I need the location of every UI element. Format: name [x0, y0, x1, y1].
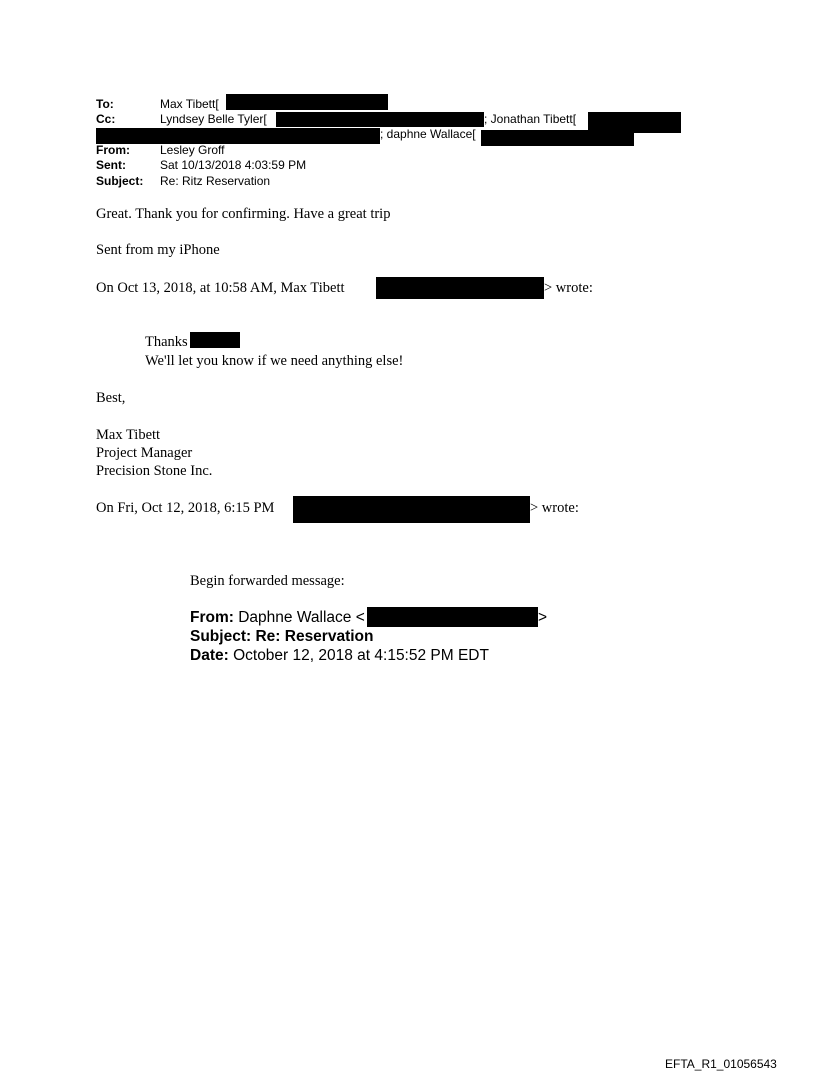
forwarded-begin: Begin forwarded message: [190, 573, 345, 589]
redaction-forwarded-from [367, 607, 538, 627]
forwarded-from-label: From: [190, 609, 234, 626]
quote-1-prefix: On Oct 13, 2018, at 10:58 AM, Max Tibett [96, 280, 345, 296]
signature-title: Project Manager [96, 445, 193, 461]
sent-label: Sent: [96, 158, 126, 172]
quote-2-suffix: > wrote: [530, 500, 579, 516]
to-value: Max Tibett[ [160, 97, 219, 111]
forwarded-from-value: Daphne Wallace < [238, 609, 365, 626]
redaction-quote-2 [293, 496, 530, 523]
redaction-thanks [190, 332, 240, 348]
from-label: From: [96, 143, 130, 157]
to-label: To: [96, 97, 114, 111]
redaction-cc-1 [276, 112, 484, 127]
redaction-cc-3 [96, 128, 380, 144]
letknow-text: We'll let you know if we need anything else! [145, 353, 404, 369]
cc-value-2: ; Jonathan Tibett[ [484, 112, 577, 126]
forwarded-subject [190, 627, 373, 646]
quote-1-suffix: > wrote: [544, 280, 593, 296]
quote-2-prefix: On Fri, Oct 12, 2018, 6:15 PM [96, 500, 275, 516]
body-line-2: Sent from my iPhone [96, 242, 220, 258]
cc-value: Lyndsey Belle Tyler[ [160, 112, 267, 126]
forwarded-from [190, 608, 365, 627]
signature-company: Precision Stone Inc. [96, 463, 213, 479]
forwarded-date [190, 646, 489, 665]
cc-label: Cc: [96, 112, 116, 126]
forwarded-date-value: October 12, 2018 at 4:15:52 PM EDT [233, 647, 489, 664]
sent-value: Sat 10/13/2018 4:03:59 PM [160, 158, 307, 172]
subject-value: Re: Ritz Reservation [160, 174, 271, 188]
from-value: Lesley Groff [160, 143, 225, 157]
forwarded-subject-label: Subject: [190, 628, 252, 645]
signature-name: Max Tibett [96, 427, 161, 443]
forwarded-date-label: Date: [190, 647, 229, 664]
redaction-quote-1 [376, 277, 544, 299]
cc-value-3: ; daphne Wallace[ [380, 127, 476, 141]
body-line-1: Great. Thank you for confirming. Have a great trip [96, 206, 391, 222]
redaction-cc-4 [481, 130, 634, 146]
best-text: Best, [96, 390, 126, 406]
document-id: EFTA_R1_01056543 [665, 1057, 777, 1071]
thanks-text: Thanks [145, 334, 188, 350]
subject-label: Subject: [96, 174, 144, 188]
forwarded-subject-value: Re: Reservation [255, 628, 374, 645]
forwarded-from-suffix: > [538, 609, 548, 626]
redaction-to [226, 94, 388, 110]
